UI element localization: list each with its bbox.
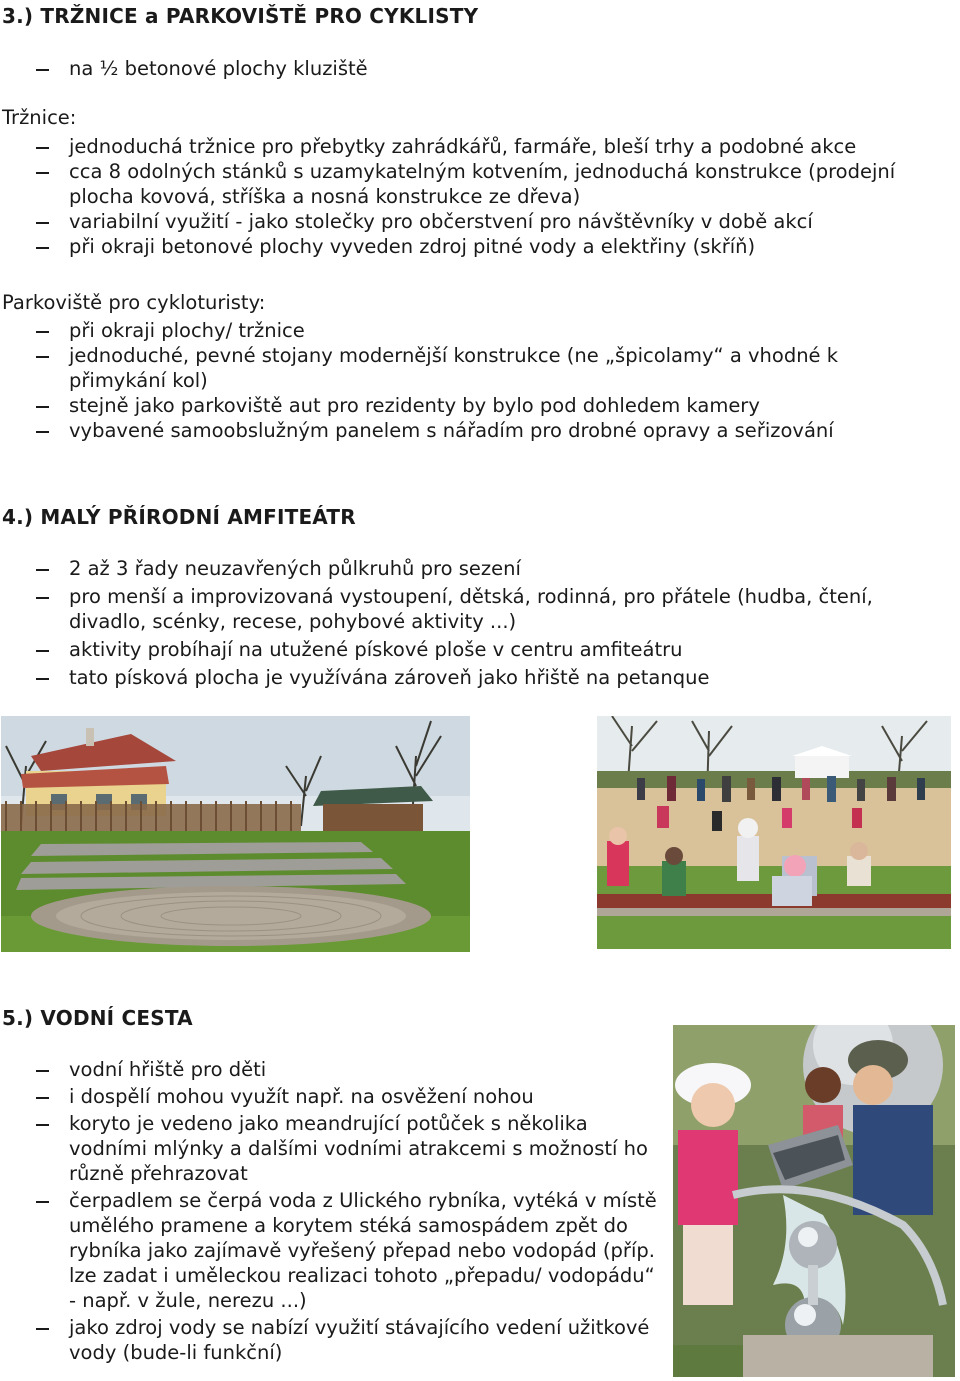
event-crowd-photo — [597, 716, 951, 949]
water-path-list — [0, 1057, 665, 1365]
amphitheatre-photo — [1, 716, 470, 952]
list-item: jako zdroj vody se nabízí využití stávajícího vedení užitkové vody (bude-li funkční) — [0, 1315, 665, 1365]
section-3-intro-list — [0, 56, 960, 81]
list-item: jednoduché, pevné stojany modernější konstrukce (ne „špicolamy“ a vhodné k přimykání kol) — [0, 343, 910, 393]
amphitheatre-list — [0, 556, 950, 690]
market-list — [0, 134, 960, 259]
section-3-heading: 3.) TRŽNICE a PARKOVIŠTĚ PRO CYKLISTY — [2, 4, 479, 28]
water-playground-photo — [673, 1025, 955, 1377]
section-5-heading: 5.) VODNÍ CESTA — [2, 1006, 193, 1030]
list-item: vodní hřiště pro děti — [0, 1057, 665, 1082]
list-item: cca 8 odolných stánků s uzamykatelným kotvením, jednoduchá konstrukce (prodejní plocha kovová, stříška a nosná konstrukce ze dřeva) — [0, 159, 960, 209]
list-item: na ½ betonové plochy kluziště — [0, 56, 960, 81]
parking-label: Parkoviště pro cykloturisty: — [2, 291, 266, 314]
list-item: vybavené samoobslužným panelem s nářadím pro drobné opravy a seřizování — [0, 418, 910, 443]
parking-list — [0, 318, 910, 443]
list-item: variabilní využití - jako stolečky pro občerstvení pro návštěvníky v době akcí — [0, 209, 960, 234]
list-item: čerpadlem se čerpá voda z Ulického rybníka, vytéká v místě umělého pramene a korytem stéká samospádem zpět do rybníka jako zajímavě vyřešený přepad nebo vodopád (příp. lze zadat i uměleckou realizaci tohoto „přepadu/ vodopádu“ - např. v žule, nerezu ...) — [0, 1188, 665, 1313]
list-item: 2 až 3 řady neuzavřených půlkruhů pro sezení — [0, 556, 950, 581]
list-item: stejně jako parkoviště aut pro rezidenty by bylo pod dohledem kamery — [0, 393, 910, 418]
list-item: při okraji betonové plochy vyveden zdroj pitné vody a elektřiny (skříň) — [0, 234, 960, 259]
list-item: pro menší a improvizovaná vystoupení, dětská, rodinná, pro přátele (hudba, čtení, divadlo, scénky, recese, pohybové aktivity ...) — [0, 584, 950, 634]
list-item: i dospělí mohou využít např. na osvěžení nohou — [0, 1084, 665, 1109]
market-label: Tržnice: — [2, 106, 77, 129]
list-item: aktivity probíhají na utužené pískové ploše v centru amfiteátru — [0, 637, 950, 662]
list-item: při okraji plochy/ tržnice — [0, 318, 910, 343]
list-item: koryto je vedeno jako meandrující potůček s několika vodními mlýnky a dalšími vodními atrakcemi s možností ho různě přehrazovat — [0, 1111, 665, 1186]
section-4-heading: 4.) MALÝ PŘÍRODNÍ AMFITEÁTR — [2, 505, 356, 529]
list-item: tato písková plocha je využívána zároveň jako hřiště na petanque — [0, 665, 950, 690]
list-item: jednoduchá tržnice pro přebytky zahrádkářů, farmáře, bleší trhy a podobné akce — [0, 134, 960, 159]
